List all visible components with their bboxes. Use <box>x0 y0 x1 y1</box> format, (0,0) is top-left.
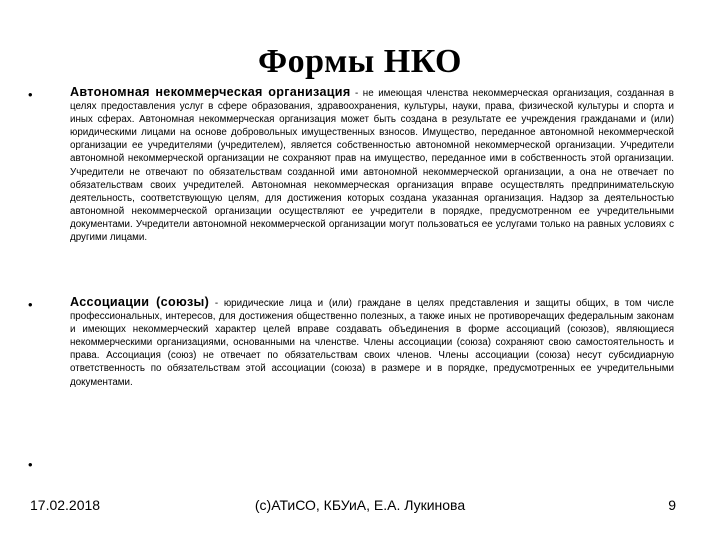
footer-author: (с)АТиСО, КБУиА, Е.А. Лукинова <box>254 497 466 513</box>
paragraph-associations <box>70 296 674 389</box>
paragraph-text: - не имеющая членства некоммерческая организация, созданная в целях предоставления услуг в сфере образования, здравоохранения, культуры, науки, права, физической культуры и спорта и иных сферах. Автономная некоммерческая организация может быть создана в результате ее учреждения гражданами и (или) юридическими лицами на основе добровольных имущественных взносов. Имущество, переданное автономной некоммерческой организации ее учредителями (учредителем), является собственностью автономной некоммерческой организации. Учредители автономной некоммерческой организации не сохраняют прав на имущество, переданное ими в собственность этой организации. Учредители не отвечают по обязательствам созданной ими автономной некоммерческой организации, а она не отвечает по обязательствам своих учредителей. Автономная некоммерческая организация вправе осуществлять предпринимательскую деятельность, соответствующую целям, для достижения которых создана указанная организация. Надзор за деятельностью автономной некоммерческой организации осуществляют ее учредители в порядке, предусмотренном ее учредительными документами. Учредители автономной некоммерческой организации могут пользоваться ее услугами только на равных условиях с другими лицами. <box>70 88 675 244</box>
bullet-2: • <box>28 297 33 312</box>
paragraph-autonomous-nko <box>70 86 674 244</box>
slide-title: Формы НКО <box>257 43 462 80</box>
footer-date: 17.02.2018 <box>30 497 101 513</box>
paragraph-text: - юридические лица и (или) граждане в целях представления и защиты общих, в том числе профессиональных, интересов, для достижения общественно полезных, а также иных не противоречащих федеральным законам и имеющих некоммерческий характер целей вправе создавать объединения в форме ассоциаций (союзов), являющиеся некоммерческими организациями, основанными на членстве. Члены ассоциации (союза) сохраняют свою самостоятельность и права. Ассоциация (союз) не отвечает по обязательствам своих членов. Члены ассоциации (союза) несут субсидиарную ответственность по обязательствам этой ассоциации (союза) в размере и в порядке, предусмотренных ее учредительными документами. <box>70 298 674 388</box>
bullet-3: • <box>28 457 33 472</box>
paragraph-lead: Автономная некоммерческая организация <box>70 85 351 99</box>
paragraph-lead: Ассоциации (союзы) <box>70 295 210 309</box>
bullet-1: • <box>28 87 33 102</box>
footer-page-number: 9 <box>668 497 676 513</box>
